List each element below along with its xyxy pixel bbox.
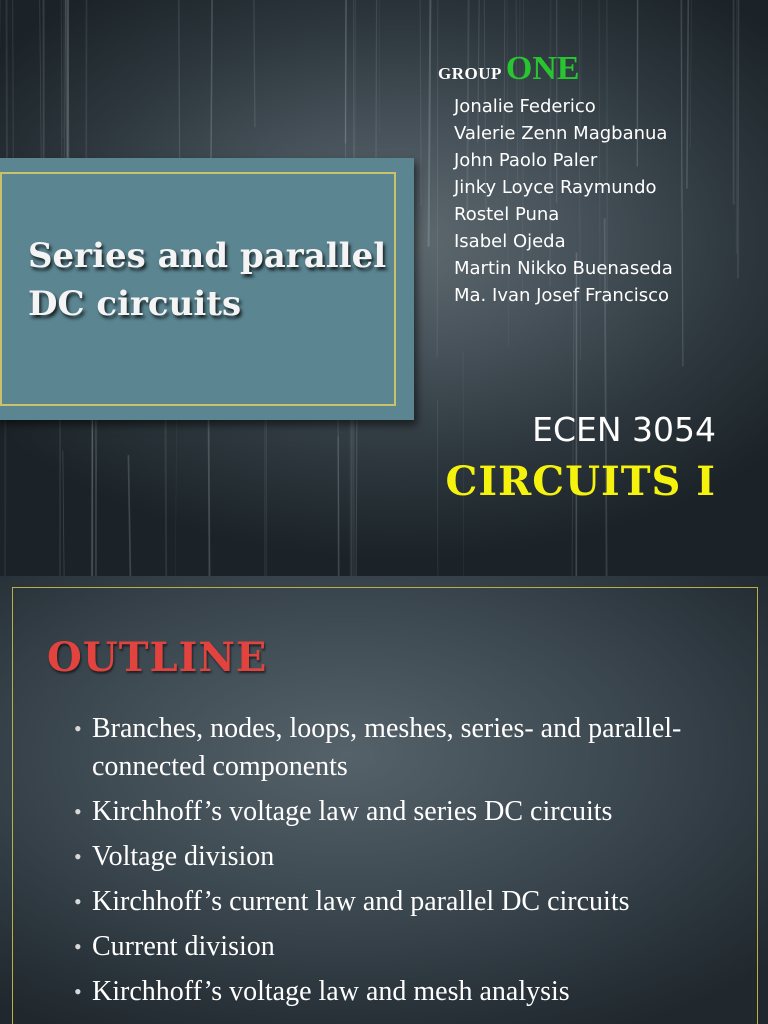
- outline-title: OUTLINE: [47, 634, 268, 681]
- member-name: Martin Nikko Buenaseda: [454, 258, 673, 279]
- bullet-icon: •: [74, 716, 82, 741]
- bullet-icon: •: [74, 979, 82, 1004]
- light-streak: [738, 0, 739, 278]
- light-streak: [437, 400, 438, 576]
- group-heading: [438, 50, 580, 88]
- member-name: Jonalie Federico: [454, 96, 596, 117]
- outline-item: [74, 883, 724, 921]
- outline-item: [74, 710, 724, 786]
- bullet-icon: •: [74, 844, 82, 869]
- outline-item-text: Current division: [92, 931, 275, 962]
- slide-title: Series and parallel DC circuits: [28, 236, 387, 324]
- outline-item: [74, 928, 724, 966]
- outline-item-text: Kirchhoff’s voltage law and mesh analysis: [92, 976, 570, 1007]
- outline-item: [74, 838, 724, 876]
- outline-item-text: Branches, nodes, loops, meshes, series- and parallel-connected components: [92, 713, 682, 782]
- light-streak: [63, 0, 64, 138]
- light-streak: [66, 0, 67, 175]
- outline-item-text: Voltage division: [92, 841, 275, 872]
- member-list: [454, 93, 673, 309]
- outline-slide: [0, 576, 768, 1024]
- outline-item-text: Kirchhoff’s current law and parallel DC circuits: [92, 886, 630, 917]
- course-name: CIRCUITS I: [445, 458, 716, 505]
- bullet-icon: •: [74, 889, 82, 914]
- member-name: Rostel Puna: [454, 204, 560, 225]
- light-streak: [254, 0, 255, 127]
- light-streak: [420, 0, 421, 206]
- member-name: Valerie Zenn Magbanua: [454, 123, 668, 144]
- outline-item-text: Kirchhoff’s voltage law and series DC circuits: [92, 796, 613, 827]
- group-number: ONE: [505, 50, 580, 87]
- light-streak: [63, 451, 64, 577]
- light-streak: [128, 455, 130, 576]
- member-name: Ma. Ivan Josef Francisco: [454, 285, 670, 306]
- course-code: ECEN 3054: [532, 410, 716, 449]
- light-streak: [690, 0, 691, 147]
- light-streak: [429, 0, 431, 247]
- member-name: Isabel Ojeda: [454, 231, 566, 252]
- group-label: GROUP: [438, 64, 502, 83]
- bullet-icon: •: [74, 934, 82, 959]
- outline-item: [74, 793, 724, 831]
- member-name: John Paolo Paler: [454, 150, 598, 171]
- light-streak: [687, 0, 688, 189]
- outline-item: [74, 973, 724, 1011]
- light-streak: [64, 0, 65, 162]
- bullet-icon: •: [74, 799, 82, 824]
- outline-list: [74, 710, 724, 1018]
- member-name: Jinky Loyce Raymundo: [454, 177, 657, 198]
- light-streak: [355, 0, 356, 161]
